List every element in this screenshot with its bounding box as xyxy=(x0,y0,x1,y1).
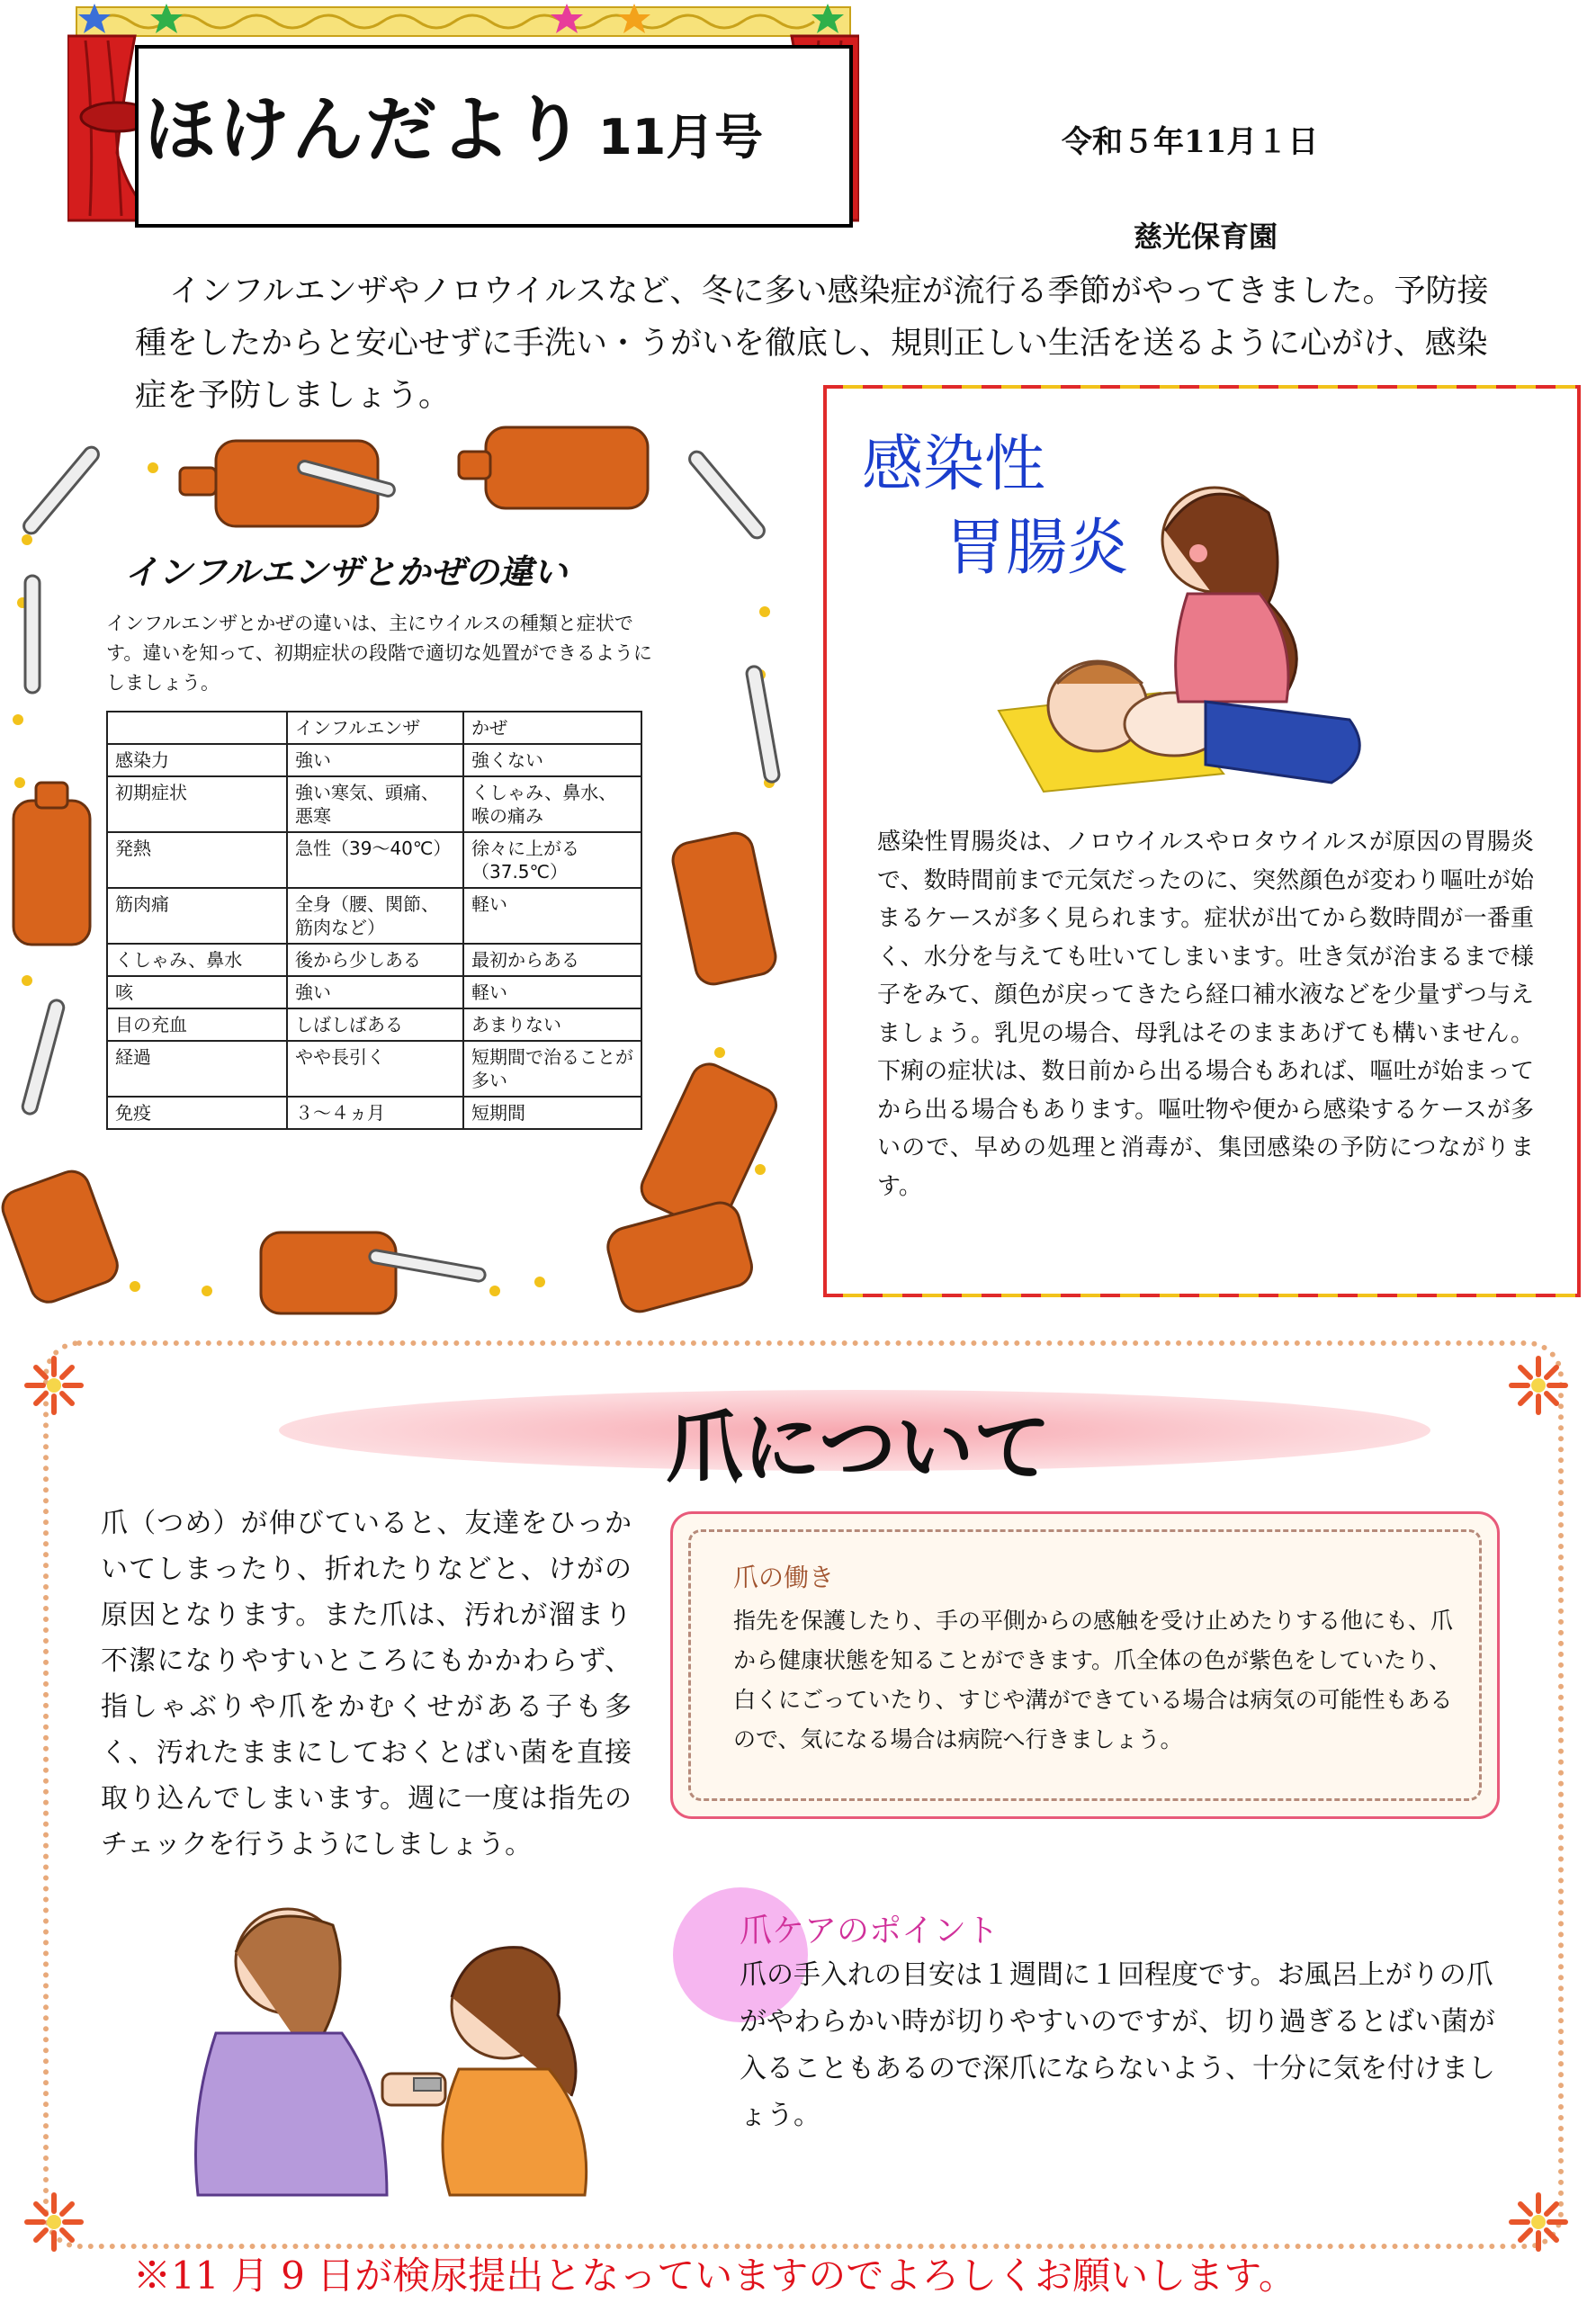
table-row xyxy=(107,832,641,888)
table-cell: 咳 xyxy=(107,976,287,1008)
table-cell: 経過 xyxy=(107,1041,287,1097)
table-cell: くしゃみ、鼻水、喉の痛み xyxy=(463,776,641,832)
table-header-cell xyxy=(107,712,287,744)
table-cell: 発熱 xyxy=(107,832,287,888)
table-cell: 強い xyxy=(287,744,463,776)
influenza-title: インフルエンザとかぜの違い xyxy=(124,552,568,592)
table-cell: くしゃみ、鼻水 xyxy=(107,944,287,976)
influenza-description: インフルエンザとかぜの違いは、主にウイルスの種類と症状です。違いを知って、初期症状の段階で適切な処置ができるようにしましょう。 xyxy=(106,613,652,694)
table-cell: 後から少しある xyxy=(287,944,463,976)
table-header-cell: かぜ xyxy=(463,712,641,744)
nail-care-text: 爪の手入れの目安は１週間に１回程度です。お風呂上がりの爪がやわらかい時が切りやすいのですが、切り過ぎるとばい菌が入ることもあるので深爪にならないよう、十分に気を付けましょう。 xyxy=(740,1959,1495,2131)
nail-function-text: 指先を保護したり、手の平側からの感触を受け止めたりする他にも、爪から健康状態を知ることができます。爪全体の色が紫色をしていたり、白くにごっていたり、すじや溝ができている場合は病気の可能性もあるので、気になる場合は病院へ行きましょう。 xyxy=(733,1608,1454,1752)
newsletter-month: 11月号 xyxy=(598,109,764,166)
table-cell: 目の充血 xyxy=(107,1008,287,1041)
table-header-row xyxy=(107,712,641,744)
table-cell: 軽い xyxy=(463,976,641,1008)
issue-date: 令和５年11月１日 xyxy=(1062,124,1319,160)
intro-paragraph: インフルエンザやノロウイルスなど、冬に多い感染症が流行る季節がやってきました。予防接種をしたからと安心せずに手洗い・うがいを徹底し、規則正しい生活を送るように心がけ、感染症を予防しましょう。 xyxy=(135,273,1489,414)
table-cell: 強くない xyxy=(463,744,641,776)
table-cell: ３～４ヵ月 xyxy=(287,1097,463,1129)
table-row xyxy=(107,776,641,832)
table-row xyxy=(107,1008,641,1041)
table-row xyxy=(107,1097,641,1129)
table-cell: 最初からある xyxy=(463,944,641,976)
nail-clipping-illustration xyxy=(162,1898,666,2204)
table-cell: 急性（39～40℃） xyxy=(287,832,463,888)
newsletter-title: ほけんだより xyxy=(144,88,587,172)
table-row xyxy=(107,1041,641,1097)
table-row xyxy=(107,888,641,944)
influenza-comparison-table xyxy=(106,711,642,1130)
table-cell: 全身（腰、関節、筋肉など） xyxy=(287,888,463,944)
gastro-title-line1: 感染性 xyxy=(862,429,1046,500)
table-cell: やや長引く xyxy=(287,1041,463,1097)
table-cell: あまりない xyxy=(463,1008,641,1041)
nail-care-title: 爪ケアのポイント xyxy=(740,1913,1000,1949)
table-cell: 感染力 xyxy=(107,744,287,776)
urine-test-notice: ※11 月 9 日が検尿提出となっていますのでよろしくお願いします。 xyxy=(133,2254,1296,2298)
table-cell: 筋肉痛 xyxy=(107,888,287,944)
nail-function-title: 爪の働き xyxy=(733,1563,835,1592)
mother-changing-baby-illustration xyxy=(990,468,1412,801)
nails-title: 爪について xyxy=(666,1403,1052,1493)
table-cell: 強い寒気、頭痛、悪寒 xyxy=(287,776,463,832)
table-cell: 軽い xyxy=(463,888,641,944)
nails-paragraph: 爪（つめ）が伸びていると、友達をひっかいてしまったり、折れたりなどと、けがの原因となります。また爪は、汚れが溜まり不潔になりやすいところにもかかわらず、指しゃぶりや爪をかむくせがある子も多く、汚れたままにしておくとばい菌を直接取り込んでしまいます。週に一度は指先のチェックを行うようにしましょう。 xyxy=(101,1508,632,1860)
table-row xyxy=(107,744,641,776)
table-row xyxy=(107,976,641,1008)
table-cell: 初期症状 xyxy=(107,776,287,832)
table-cell: しばしばある xyxy=(287,1008,463,1041)
table-header-cell: インフルエンザ xyxy=(287,712,463,744)
table-row xyxy=(107,944,641,976)
school-name: 慈光保育園 xyxy=(1134,220,1278,254)
table-cell: 短期間 xyxy=(463,1097,641,1129)
table-cell: 強い xyxy=(287,976,463,1008)
table-cell: 短期間で治ることが多い xyxy=(463,1041,641,1097)
table-cell: 徐々に上がる（37.5℃） xyxy=(463,832,641,888)
gastro-title-line2: 胃腸炎 xyxy=(945,513,1129,584)
table-cell: 免疫 xyxy=(107,1097,287,1129)
gastro-paragraph: 感染性胃腸炎は、ノロウイルスやロタウイルスが原因の胃腸炎で、数時間前まで元気だったのに、突然顔色が変わり嘔吐が始まるケースが多く見られます。症状が出てから数時間が一番重く、水分を与えても吐いてしまいます。吐き気が治まるまで様子をみて、顔色が戻ってきたら経口補水液などを少量ずつ与えましょう。乳児の場合、母乳はそのままあげても構いません。下痢の症状は、数日前から出る場合もあれば、嘔吐が始まってから出る場合もあります。嘔吐物や便から感染するケースが多いので、早めの処理と消毒が、集団感染の予防につながります。 xyxy=(877,829,1534,1200)
